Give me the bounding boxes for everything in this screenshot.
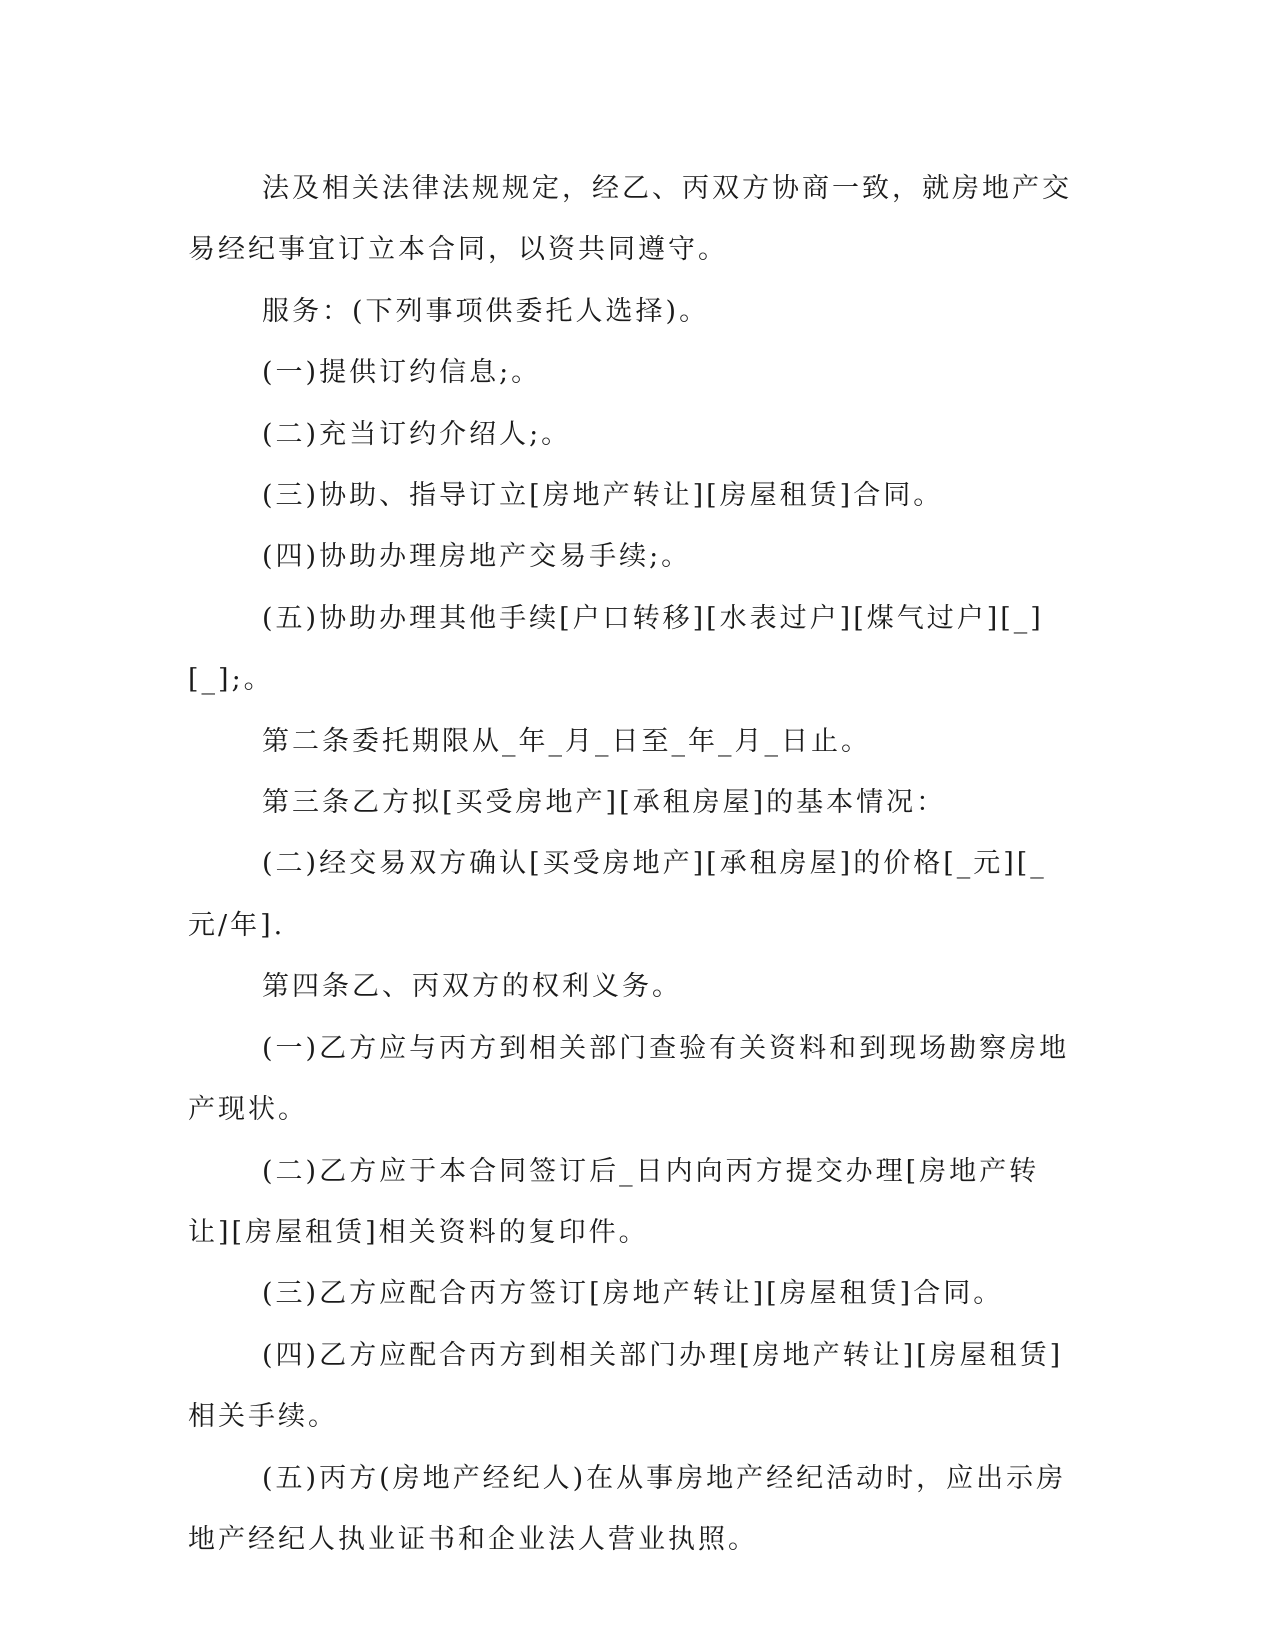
- paragraph-article-3: 第三条乙方拟[买受房地产][承租房屋]的基本情况：: [262, 787, 947, 819]
- paragraph-obligation-2: (二)乙方应于本合同签订后_日内向丙方提交办理[房地产转让][房屋租赁]相关资料的复印件。: [188, 1155, 1040, 1248]
- paragraph-preamble: 法及相关法律法规规定，经乙、丙双方协商一致，就房地产交易经纪事宜订立本合同，以资共同遵守。: [188, 173, 1072, 266]
- paragraph-service-3: (三)协助、指导订立[房地产转让][房屋租赁]合同。: [262, 480, 944, 512]
- paragraph-obligation-3: (三)乙方应配合丙方签订[房地产转让][房屋租赁]合同。: [262, 1278, 1004, 1310]
- document-body: [188, 158, 1078, 1570]
- paragraph-services-heading: 服务：(下列事项供委托人选择)。: [262, 295, 710, 327]
- paragraph-article-4: 第四条乙、丙双方的权利义务。: [262, 971, 682, 1003]
- paragraph-obligation-1: (一)乙方应与丙方到相关部门查验有关资料和到现场勘察房地产现状。: [188, 1032, 1070, 1126]
- paragraph-obligation-4: (四)乙方应配合丙方到相关部门办理[房地产转让][房屋租赁]相关手续。: [188, 1339, 1064, 1433]
- paragraph-service-5: (五)协助办理其他手续[户口转移][水表过户][煤气过户][_][_];。: [188, 602, 1044, 696]
- paragraph-obligation-5: (五)丙方(房地产经纪人)在从事房地产经纪活动时，应出示房地产经纪人执业证书和企业法人营业执照。: [188, 1462, 1067, 1555]
- paragraph-article-3-price: (二)经交易双方确认[买受房地产][承租房屋]的价格[_元][_元/年].: [188, 848, 1047, 941]
- paragraph-service-4: (四)协助办理房地产交易手续;。: [262, 541, 692, 573]
- paragraph-service-2: (二)充当订约介绍人;。: [262, 418, 572, 450]
- paragraph-article-2: 第二条委托期限从_年_月_日至_年_月_日止。: [262, 725, 871, 757]
- paragraph-service-1: (一)提供订约信息;。: [262, 357, 542, 389]
